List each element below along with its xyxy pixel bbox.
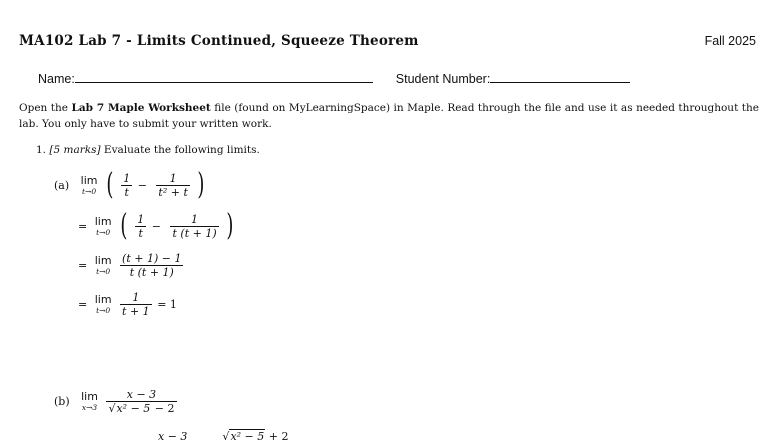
student-number-label: Student Number: — [395, 72, 491, 86]
part-b-label: (b) — [54, 395, 70, 408]
part-a-label: (a) — [54, 178, 70, 192]
question-1-heading — [36, 144, 260, 156]
sqrt: √x² − 5 — [108, 402, 151, 415]
result-value: = 1 — [157, 298, 177, 311]
fraction: $\frac{1}{t}$ — [137, 212, 145, 240]
part-a-line-4: = lim t→0 $\frac{1}{t + 1}$ = 1 — [78, 291, 177, 318]
part-a-line-1: (a) lim t→0 ( $\frac{1}{t}$ − $\frac{1}{\text{t² + t}}$ ) — [54, 167, 205, 202]
part-a-line-3: = lim t→0 $\frac{(t + 1) - 1}{t (t + 1)}$ — [78, 252, 182, 279]
question-number: 1. — [36, 144, 47, 156]
limit-operator: lim x→3 — [81, 390, 98, 413]
instructions-worksheet-name: Lab 7 Maple Worksheet — [71, 102, 211, 114]
fraction: $\frac{1}{t (t + 1)}$ — [172, 212, 217, 240]
part-a-line-2: = lim t→0 ( $\frac{1}{t}$ − $\frac{1}{t (t + 1)}$ ) — [78, 208, 234, 243]
question-marks: [5 marks] — [49, 144, 101, 156]
instructions-paragraph — [19, 100, 759, 132]
limit-operator: lim t→0 — [94, 293, 112, 316]
fraction: $\frac{1}{t + 1}$ — [122, 291, 150, 318]
page-title: MA102 Lab 7 - Limits Continued, Squeeze Theorem — [19, 33, 419, 49]
limit-operator: lim t→0 — [94, 214, 112, 237]
student-info-row — [38, 70, 630, 86]
instructions-text-2: file (found on MyLearningSpace) in Maple. Read through the file and use it as needed throughout the lab. You only have to submit your written work. — [19, 102, 759, 130]
limit-operator: lim t→0 — [80, 173, 98, 196]
student-number-field[interactable] — [490, 70, 630, 83]
fraction: $\frac{1}{t}$ — [123, 171, 131, 199]
part-b-line-2-partial: x − 3 √x² − 5 + 2 — [158, 430, 289, 443]
fraction: $\frac{x - 3}{\text{√x² − 5 − 2}}$ — [108, 388, 175, 415]
part-b-line-1 — [54, 388, 179, 415]
instructions-text-1: Open the — [19, 102, 72, 114]
name-field[interactable] — [75, 70, 373, 83]
name-label: Name: — [38, 72, 75, 86]
term-label: Fall 2025 — [704, 34, 756, 48]
fraction: $\frac{(t + 1) - 1}{t (t + 1)}$ — [122, 252, 182, 279]
limit-operator: lim t→0 — [94, 254, 112, 277]
question-prompt: Evaluate the following limits. — [103, 144, 260, 156]
fraction: $\frac{1}{\text{t² + t}}$ — [158, 171, 188, 199]
